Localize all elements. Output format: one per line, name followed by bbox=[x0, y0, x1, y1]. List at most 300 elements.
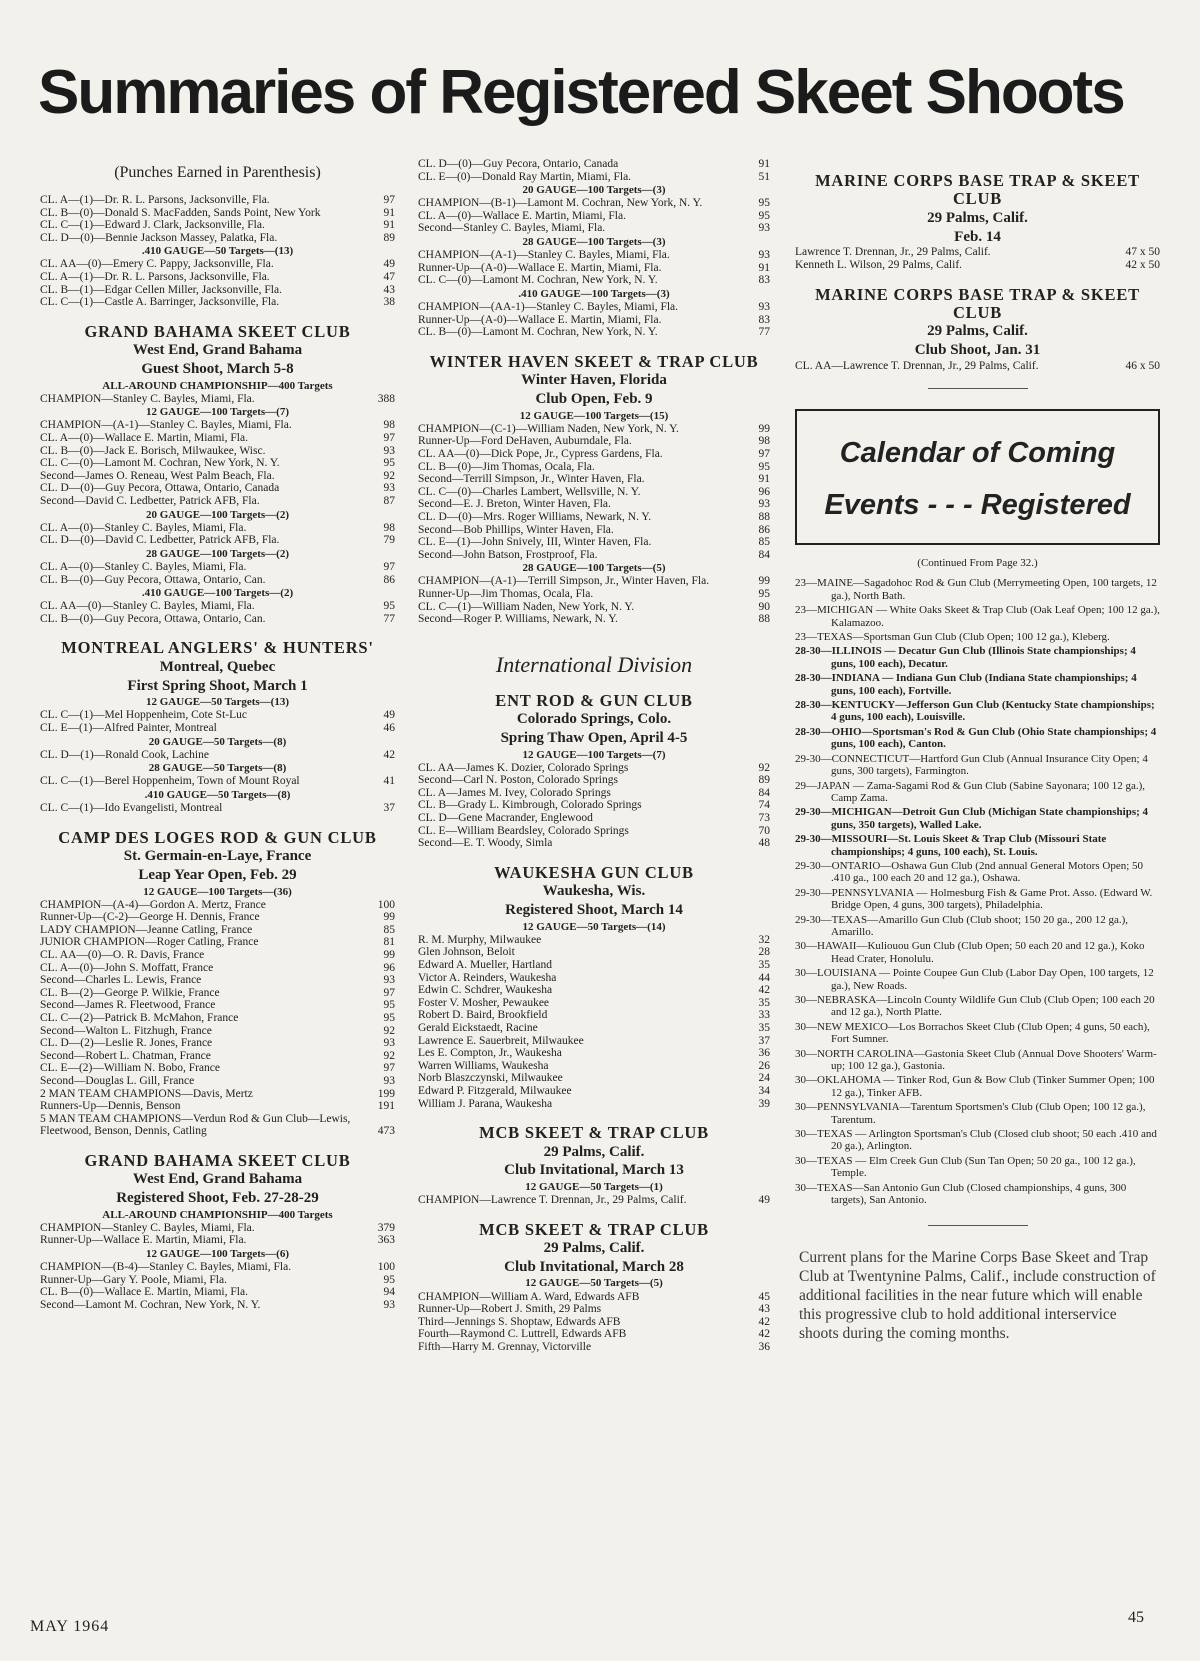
calendar-item: 29-30—CONNECTICUT—Hartford Gun Club (Annual Insurance City Open; 4 guns, 300 targets), Farmington. bbox=[795, 752, 1148, 778]
calendar-item: 30—TEXAS — Elm Creek Gun Club (Sun Tan Open; 50 20 ga., 100 12 ga.), Temple. bbox=[795, 1154, 1136, 1180]
result-row bbox=[418, 787, 770, 800]
score: 191 bbox=[377, 1100, 395, 1113]
calendar-item: 30—TEXAS — Arlington Sportsman's Club (Closed club shoot; 50 each .410 and 20 ga.), Arlington. bbox=[795, 1128, 1157, 1153]
score: 44 bbox=[758, 971, 770, 984]
score: 95 bbox=[758, 587, 770, 600]
section bbox=[418, 692, 770, 850]
calendar-title-line-2: Events - - - Registered bbox=[824, 489, 1131, 522]
result-row bbox=[418, 972, 770, 985]
shooter-name: CHAMPION—(A-4)—Gordon A. Mertz, France bbox=[40, 898, 266, 911]
result-row bbox=[40, 899, 395, 912]
score: 98 bbox=[758, 435, 770, 448]
result-row bbox=[418, 423, 770, 436]
score: 42 bbox=[758, 1315, 770, 1328]
result-row bbox=[418, 588, 770, 601]
gauge-heading: ALL-AROUND CHAMPIONSHIP—400 Targets bbox=[102, 379, 333, 392]
result-row bbox=[40, 1100, 395, 1113]
result-row bbox=[418, 984, 770, 997]
score: 35 bbox=[758, 1021, 770, 1034]
gauge-heading: 12 GAUGE—50 Targets—(5) bbox=[525, 1277, 663, 1290]
calendar-item: 28-30—INDIANA — Indiana Gun Club (Indiana State championships; 4 guns, 100 each), Fortville. bbox=[795, 672, 1137, 697]
gauge-heading: 28 GAUGE—100 Targets—(3) bbox=[522, 236, 666, 249]
gauge-heading: .410 GAUGE—100 Targets—(3) bbox=[518, 287, 670, 300]
result-row bbox=[40, 911, 395, 924]
shooter-name: CL. A—James M. Ivey, Colorado Springs bbox=[418, 786, 611, 799]
score: 37 bbox=[383, 802, 395, 815]
shooter-name: CL. C—(0)—Lamont M. Cochran, New York, N. Y. bbox=[418, 274, 658, 287]
result-row bbox=[418, 158, 770, 171]
shooter-name: Norb Blaszczynski, Milwaukee bbox=[418, 1072, 563, 1085]
score: 96 bbox=[383, 961, 395, 974]
shooter-name: CL. AA—(0)—Stanley C. Bayles, Miami, Fla. bbox=[40, 600, 255, 613]
result-row bbox=[418, 946, 770, 959]
score: 93 bbox=[383, 444, 395, 457]
result-row bbox=[40, 194, 395, 207]
score: 99 bbox=[383, 911, 395, 924]
score: 91 bbox=[758, 158, 770, 170]
calendar-item: 28-30—KENTUCKY—Jefferson Gun Club (Kentucky State championships; 4 guns, 100 each), Louisville. bbox=[795, 699, 1155, 724]
score: 95 bbox=[383, 1011, 395, 1024]
score: 28 bbox=[758, 946, 770, 959]
result-row bbox=[40, 1037, 395, 1050]
score: 95 bbox=[758, 209, 770, 222]
shooter-name: Runner-Up—(C-2)—George H. Dennis, France bbox=[40, 911, 260, 924]
score: 86 bbox=[383, 573, 395, 586]
score: 98 bbox=[383, 521, 395, 534]
event-subheading: Winter Haven, Florida bbox=[521, 372, 667, 389]
shooter-name: CL. C—(1)—Berel Hoppenheim, Town of Mount Royal bbox=[40, 775, 300, 788]
calendar-item: 30—OKLAHOMA — Tinker Rod, Gun & Bow Club (Tinker Summer Open; 100 12 ga.), Tinker AFB. bbox=[795, 1074, 1155, 1099]
score: 98 bbox=[383, 419, 395, 432]
event-subheading: Club Invitational, March 13 bbox=[504, 1162, 684, 1179]
shooter-name: Victor A. Reinders, Waukesha bbox=[418, 971, 557, 984]
score: 91 bbox=[383, 206, 395, 219]
score: 100 bbox=[377, 898, 395, 911]
score: 92 bbox=[383, 1024, 395, 1037]
shooter-name: CHAMPION—Stanley C. Bayles, Miami, Fla. bbox=[40, 1221, 255, 1234]
shooter-name: CHAMPION—(C-1)—William Naden, New York, N. Y. bbox=[418, 422, 679, 435]
score: 42 bbox=[758, 1328, 770, 1341]
score: 35 bbox=[758, 958, 770, 971]
result-row bbox=[40, 232, 395, 245]
result-row bbox=[40, 1050, 395, 1063]
score: 93 bbox=[758, 498, 770, 511]
result-row bbox=[418, 498, 770, 511]
result-row bbox=[40, 482, 395, 495]
result-row bbox=[40, 1286, 395, 1299]
score: 473 bbox=[377, 1125, 395, 1138]
calendar-item: 29-30—ONTARIO—Oshawa Gun Club (2nd annual General Motors Open; 50 .410 ga., 100 each 20 and 12 ga.), Oshawa. bbox=[795, 859, 1144, 885]
result-row bbox=[40, 1261, 395, 1274]
score: 92 bbox=[758, 761, 770, 774]
shooter-name: CL. B—(0)—Jim Thomas, Ocala, Fla. bbox=[418, 460, 595, 473]
event-subheading: Registered Shoot, March 14 bbox=[505, 902, 683, 918]
result-row bbox=[418, 1022, 770, 1035]
shooter-name: Second—Carl N. Poston, Colorado Springs bbox=[418, 774, 618, 787]
result-row bbox=[40, 470, 395, 483]
shooter-name: CL. A—(0)—Stanley C. Bayles, Miami, Fla. bbox=[40, 521, 247, 534]
score: 46 bbox=[383, 722, 395, 734]
subtitle: (Punches Earned in Parenthesis) bbox=[114, 164, 321, 181]
score: 88 bbox=[758, 613, 770, 626]
score: 91 bbox=[758, 261, 770, 274]
result-row bbox=[40, 924, 395, 937]
result-row bbox=[418, 774, 770, 787]
section bbox=[418, 1221, 770, 1354]
shooter-name: CL. E—(1)—Alfred Painter, Montreal bbox=[40, 722, 217, 734]
entry-list bbox=[40, 380, 395, 626]
column-1 bbox=[40, 158, 395, 1311]
gauge-heading: 12 GAUGE—50 Targets—(14) bbox=[522, 920, 666, 933]
shooter-name: CHAMPION—William A. Ward, Edwards AFB bbox=[418, 1290, 640, 1303]
result-row bbox=[40, 495, 395, 508]
result-row bbox=[418, 934, 770, 947]
result-row bbox=[40, 613, 395, 626]
calendar-item: 29—JAPAN — Zama-Sagami Rod & Gun Club (Sabine Sayonara; 100 12 ga.), Camp Zama. bbox=[795, 779, 1146, 804]
entry-list bbox=[40, 696, 395, 814]
result-row bbox=[40, 709, 395, 722]
shooter-name: CL. D—(0)—Guy Pecora, Ottawa, Ontario, Canada bbox=[40, 482, 280, 495]
score: 42 x 50 bbox=[1125, 258, 1160, 271]
result-row bbox=[418, 249, 770, 262]
entry-list bbox=[418, 921, 770, 1110]
calendar-item: 29-30—TEXAS—Amarillo Gun Club (Club shoot; 150 20 ga., 200 12 ga.), Amarillo. bbox=[795, 913, 1129, 938]
shooter-name: CL. B—Grady L. Kimbrough, Colorado Springs bbox=[418, 799, 642, 812]
shooter-name: CL. B—(0)—Lamont M. Cochran, New York, N. Y. bbox=[418, 326, 658, 339]
result-row bbox=[40, 207, 395, 220]
score: 91 bbox=[383, 219, 395, 232]
entry-list bbox=[40, 194, 395, 309]
calendar-item: 23—MICHIGAN — White Oaks Skeet & Trap Club (Oak Leaf Open; 100 12 ga.), Kalamazoo. bbox=[795, 604, 1160, 629]
shooter-name: Kenneth L. Wilson, 29 Palms, Calif. bbox=[795, 258, 963, 271]
gauge-heading: 12 GAUGE—50 Targets—(13) bbox=[146, 696, 289, 709]
shooter-name: Runner-Up—(A-0)—Wallace E. Martin, Miami, Fla. bbox=[418, 261, 662, 274]
gauge-heading: .410 GAUGE—100 Targets—(2) bbox=[141, 587, 294, 600]
shooter-name: CL. B—(1)—Edgar Cellen Miller, Jacksonville, Fla. bbox=[40, 283, 282, 296]
event-subheading: First Spring Shoot, March 1 bbox=[127, 677, 308, 694]
shooter-name: Second—E. J. Breton, Winter Haven, Fla. bbox=[418, 498, 611, 511]
club-heading: GRAND BAHAMA SKEET CLUB bbox=[84, 1150, 351, 1170]
shooter-name: CL. A—(0)—John S. Moffatt, France bbox=[40, 961, 214, 974]
result-row bbox=[795, 360, 1160, 373]
shooter-name: Runner-Up—Jim Thomas, Ocala, Fla. bbox=[418, 587, 594, 600]
calendar-item: 30—TEXAS—San Antonio Gun Club (Closed championships, 4 guns, 300 targets), San Antonio. bbox=[795, 1181, 1127, 1207]
score: 32 bbox=[758, 933, 770, 946]
calendar-item: 23—TEXAS—Sportsman Gun Club (Club Open; 100 12 ga.), Kleberg. bbox=[795, 631, 1110, 644]
shooter-name: Second—Bob Phillips, Winter Haven, Fla. bbox=[418, 523, 614, 536]
shooter-name: Second—Lamont M. Cochran, New York, N. Y. bbox=[40, 1298, 261, 1311]
score: 35 bbox=[758, 996, 770, 1009]
score: 99 bbox=[383, 948, 395, 961]
club-heading: WINTER HAVEN SKEET & TRAP CLUB bbox=[429, 351, 759, 371]
shooter-name: Gerald Eickstaedt, Racine bbox=[418, 1021, 538, 1034]
event-subheading: 29 Palms, Calif. bbox=[543, 1143, 645, 1160]
score: 388 bbox=[377, 392, 395, 405]
score: 96 bbox=[758, 485, 770, 498]
calendar-title-line-1: Calendar of Coming bbox=[839, 437, 1116, 470]
entry-list bbox=[418, 158, 770, 339]
result-row bbox=[40, 722, 395, 735]
result-row bbox=[418, 1035, 770, 1048]
score: 84 bbox=[758, 786, 770, 799]
club-heading: MONTREAL ANGLERS' & HUNTERS' bbox=[61, 638, 374, 658]
result-row bbox=[418, 1194, 770, 1207]
section bbox=[795, 286, 1160, 373]
score: 46 x 50 bbox=[1125, 359, 1160, 372]
shooter-name: LADY CHAMPION—Jeanne Catling, France bbox=[40, 923, 253, 936]
shooter-name: CL. E—(0)—Donald Ray Martin, Miami, Fla. bbox=[418, 170, 632, 183]
club-heading: MCB SKEET & TRAP CLUB bbox=[479, 1219, 709, 1239]
result-row bbox=[418, 575, 770, 588]
score: 199 bbox=[377, 1087, 395, 1100]
result-row bbox=[418, 1291, 770, 1304]
result-row bbox=[40, 219, 395, 232]
event-subheading: 29 Palms, Calif. bbox=[927, 323, 1028, 340]
shooter-name: 2 MAN TEAM CHAMPIONS—Davis, Mertz bbox=[40, 1087, 253, 1100]
shooter-name: CL. C—(1)—William Naden, New York, N. Y. bbox=[418, 600, 635, 613]
result-row bbox=[40, 1062, 395, 1075]
shooter-name: Second—David C. Ledbetter, Patrick AFB, Fla. bbox=[40, 495, 260, 508]
score: 87 bbox=[383, 495, 395, 508]
result-row bbox=[418, 613, 770, 626]
shooter-name: Runner-Up—(A-0)—Wallace E. Martin, Miami, Fla. bbox=[418, 313, 662, 326]
score: 74 bbox=[758, 799, 770, 812]
score: 85 bbox=[758, 536, 770, 549]
shooter-name: Edward P. Fitzgerald, Milwaukee bbox=[418, 1084, 572, 1097]
score: 48 bbox=[758, 837, 770, 850]
section bbox=[418, 864, 770, 1110]
event-subheading: Montreal, Quebec bbox=[159, 658, 276, 675]
entry-list bbox=[418, 410, 770, 626]
entry-list bbox=[40, 1209, 395, 1312]
shooter-name: CL. D—(0)—Mrs. Roger Williams, Newark, N. Y. bbox=[418, 510, 652, 523]
shooter-name: CL. D—(0)—Guy Pecora, Ontario, Canada bbox=[418, 158, 619, 170]
calendar-item: 28-30—ILLINOIS — Decatur Gun Club (Illinois State championships; 4 guns, 100 each), Decatur. bbox=[795, 645, 1136, 670]
result-row bbox=[418, 210, 770, 223]
result-row bbox=[40, 1012, 395, 1025]
shooter-name: Lawrence E. Sauerbreit, Milwaukee bbox=[418, 1034, 584, 1047]
gauge-heading: 12 GAUGE—100 Targets—(7) bbox=[522, 748, 666, 761]
shooter-name: CL. A—(1)—Dr. R. L. Parsons, Jacksonville, Fla. bbox=[40, 194, 270, 206]
result-row bbox=[40, 1088, 395, 1101]
score: 83 bbox=[758, 274, 770, 287]
shooter-name: CL. D—(1)—Ronald Cook, Lachine bbox=[40, 748, 209, 761]
shooter-name: Edwin C. Schdrer, Waukesha bbox=[418, 984, 553, 997]
shooter-name: Runner-Up—Wallace E. Martin, Miami, Fla. bbox=[40, 1234, 247, 1247]
shooter-name: Second—Stanley C. Bayles, Miami, Fla. bbox=[418, 222, 606, 235]
section bbox=[40, 639, 395, 814]
shooter-name: CL. A—(0)—Wallace E. Martin, Miami, Fla. bbox=[40, 432, 248, 445]
result-row bbox=[40, 574, 395, 587]
shooter-name: Fifth—Harry M. Grennay, Victorville bbox=[418, 1340, 592, 1353]
score: 77 bbox=[383, 612, 395, 625]
calendar-item: 30—PENNSYLVANIA—Tarentum Sportsmen's Club (Club Open; 100 12 ga.), Tarentum. bbox=[795, 1101, 1146, 1126]
shooter-name: Second—Charles L. Lewis, France bbox=[40, 974, 202, 987]
result-row bbox=[418, 473, 770, 486]
score: 79 bbox=[383, 534, 395, 547]
score: 95 bbox=[383, 999, 395, 1012]
closing-note: Current plans for the Marine Corps Base Skeet and Trap Club at Twentynine Palms, Calif., include construction of additional facilities in the near future which will enable this progressive club to hold additional interservice shoots during the coming months. bbox=[799, 1248, 1156, 1342]
score: 24 bbox=[758, 1072, 770, 1085]
result-row bbox=[418, 1098, 770, 1111]
gauge-heading: 28 GAUGE—100 Targets—(2) bbox=[146, 547, 289, 560]
score: 88 bbox=[758, 510, 770, 523]
calendar-item: 29-30—MISSOURI—St. Louis Skeet & Trap Club (Missouri State championships; 4 guns, 100 each), St. Louis. bbox=[795, 833, 1107, 858]
event-subheading: Guest Shoot, March 5-8 bbox=[141, 361, 294, 377]
shooter-name: CL. A—(0)—Wallace E. Martin, Miami, Fla. bbox=[418, 209, 626, 222]
score: 49 bbox=[383, 258, 395, 271]
shooter-name: Second—Douglas L. Gill, France bbox=[40, 1074, 195, 1087]
entry-list bbox=[418, 749, 770, 850]
shooter-name: Glen Johnson, Beloit bbox=[418, 946, 515, 959]
result-row bbox=[418, 222, 770, 235]
calendar-item: 23—MAINE—Sagadohoc Rod & Gun Club (Merrymeeting Open, 100 targets, 12 ga.), North Bath. bbox=[795, 577, 1157, 602]
result-row bbox=[40, 600, 395, 613]
result-row bbox=[40, 974, 395, 987]
shooter-name: Second—Robert L. Chatman, France bbox=[40, 1049, 211, 1062]
result-row bbox=[40, 1234, 395, 1247]
gauge-heading: .410 GAUGE—50 Targets—(13) bbox=[141, 245, 294, 258]
gauge-heading: 12 GAUGE—100 Targets—(36) bbox=[143, 885, 292, 898]
score: 89 bbox=[758, 774, 770, 787]
result-row bbox=[40, 522, 395, 535]
score: 45 bbox=[758, 1290, 770, 1303]
shooter-name: Les E. Compton, Jr., Waukesha bbox=[418, 1047, 562, 1060]
entry-list bbox=[40, 886, 395, 1138]
shooter-name: Second—John Batson, Frostproof, Fla. bbox=[418, 548, 598, 561]
result-row bbox=[795, 259, 1160, 272]
section bbox=[418, 353, 770, 626]
calendar-item: 30—NEW MEXICO—Los Borrachos Skeet Club (Club Open; 4 guns, 50 each), Fort Sumner. bbox=[795, 1020, 1150, 1046]
result-row bbox=[418, 274, 770, 287]
shooter-name: CL. B—(0)—Guy Pecora, Ottawa, Ontario, Can. bbox=[40, 573, 266, 586]
event-subheading: 29 Palms, Calif. bbox=[543, 1240, 645, 1257]
score: 42 bbox=[383, 748, 395, 761]
gauge-heading: 28 GAUGE—100 Targets—(5) bbox=[522, 562, 666, 575]
result-row bbox=[40, 962, 395, 975]
club-heading: GRAND BAHAMA SKEET CLUB bbox=[84, 321, 351, 341]
score: 83 bbox=[758, 313, 770, 326]
gauge-heading: .410 GAUGE—50 Targets—(8) bbox=[144, 788, 291, 801]
score: 97 bbox=[383, 561, 395, 573]
event-subheading: West End, Grand Bahama bbox=[132, 342, 303, 359]
result-row bbox=[418, 825, 770, 838]
event-subheading: Club Invitational, March 28 bbox=[504, 1258, 684, 1275]
result-row bbox=[418, 1047, 770, 1060]
gauge-heading: 12 GAUGE—100 Targets—(6) bbox=[146, 1248, 289, 1260]
result-row bbox=[40, 393, 395, 406]
result-row bbox=[40, 1222, 395, 1235]
section bbox=[40, 1152, 395, 1312]
result-row bbox=[418, 1072, 770, 1085]
score: 93 bbox=[383, 974, 395, 987]
score: 70 bbox=[758, 824, 770, 837]
result-row bbox=[40, 432, 395, 445]
shooter-name: Runner-Up—Ford DeHaven, Auburndale, Fla. bbox=[418, 435, 632, 448]
score: 93 bbox=[383, 482, 395, 495]
shooter-name: Robert D. Baird, Brookfield bbox=[418, 1009, 548, 1022]
score: 100 bbox=[377, 1261, 395, 1274]
shooter-name: CL. AA—Lawrence T. Drennan, Jr., 29 Palms, Calif. bbox=[795, 359, 1039, 372]
page-title: Summaries of Registered Skeet Shoots bbox=[38, 58, 1124, 127]
result-row bbox=[418, 1009, 770, 1022]
score: 73 bbox=[758, 812, 770, 825]
score: 47 bbox=[383, 271, 395, 284]
score: 49 bbox=[383, 709, 395, 722]
shooter-name: R. M. Murphy, Milwaukee bbox=[418, 933, 542, 946]
score: 43 bbox=[383, 283, 395, 296]
result-row bbox=[40, 749, 395, 762]
club-heading: ENT ROD & GUN CLUB bbox=[495, 690, 693, 710]
calendar-item: 30—NORTH CAROLINA—Gastonia Skeet Club (Annual Dove Shooters' Warm-up; 100 12 ga.), Gastonia. bbox=[795, 1047, 1157, 1073]
result-row bbox=[418, 837, 770, 850]
score: 92 bbox=[383, 469, 395, 482]
result-row bbox=[40, 1299, 395, 1312]
result-row bbox=[40, 802, 395, 815]
shooter-name: CHAMPION—(B-1)—Lamont M. Cochran, New York, N. Y. bbox=[418, 197, 703, 210]
score: 95 bbox=[383, 457, 395, 470]
score: 91 bbox=[758, 473, 770, 486]
shooter-name: Warren Williams, Waukesha bbox=[418, 1059, 549, 1072]
score: 89 bbox=[383, 231, 395, 244]
shooter-name: Second—Walton L. Fitzhugh, France bbox=[40, 1024, 212, 1037]
result-row bbox=[418, 448, 770, 461]
shooter-name: CL. E—William Beardsley, Colorado Springs bbox=[418, 824, 629, 837]
score: 99 bbox=[758, 575, 770, 588]
shooter-name: Runner-Up—Gary Y. Poole, Miami, Fla. bbox=[40, 1273, 227, 1286]
divider bbox=[928, 388, 1028, 389]
score: 97 bbox=[383, 1062, 395, 1075]
score: 81 bbox=[383, 936, 395, 949]
result-row bbox=[418, 435, 770, 448]
shooter-name: CL. B—(2)—George P. Wilkie, France bbox=[40, 986, 220, 999]
shooter-name: CL. C—(0)—Lamont M. Cochran, New York, N. Y. bbox=[40, 457, 280, 470]
calendar-list bbox=[795, 577, 1160, 1206]
score: 26 bbox=[758, 1059, 770, 1072]
result-row bbox=[40, 936, 395, 949]
result-row bbox=[418, 601, 770, 614]
score: 93 bbox=[758, 222, 770, 235]
shooter-name: Runner-Up—Robert J. Smith, 29 Palms bbox=[418, 1303, 602, 1316]
score: 92 bbox=[383, 1049, 395, 1062]
score: 36 bbox=[758, 1340, 770, 1353]
result-row bbox=[418, 1341, 770, 1354]
club-heading: CAMP DES LOGES ROD & GUN CLUB bbox=[58, 827, 377, 847]
shooter-name: CL. C—(1)—Castle A. Barringer, Jacksonville, Fla. bbox=[40, 296, 280, 309]
shooter-name: CL. C—(1)—Edward J. Clark, Jacksonville, Fla. bbox=[40, 219, 265, 232]
event-subheading: Registered Shoot, Feb. 27-28-29 bbox=[116, 1190, 319, 1207]
calendar-item: 29-30—MICHIGAN—Detroit Gun Club (Michigan State championships; 4 guns, 350 targets), Walled Lake. bbox=[795, 806, 1149, 831]
shooter-name: CL. C—(1)—Ido Evangelisti, Montreal bbox=[40, 802, 223, 815]
calendar-item: 30—HAWAII—Kuliouou Gun Club (Club Open; 50 each 20 and 12 ga.), Koko Head Crater, Honolulu. bbox=[795, 940, 1145, 965]
event-subheading: St. Germain-en-Laye, France bbox=[123, 848, 312, 865]
result-row bbox=[40, 1025, 395, 1038]
score: 93 bbox=[758, 301, 770, 314]
international-division-heading: International Division bbox=[495, 651, 693, 677]
calendar-item: 29-30—PENNSYLVANIA — Holmesburg Fish & Game Prot. Asso. (Edward W. Bridge Open, 4 guns, 300 targets), Philadelphia. bbox=[795, 886, 1153, 912]
shooter-name: CL. C—(2)—Patrick B. McMahon, France bbox=[40, 1011, 239, 1024]
result-row bbox=[418, 171, 770, 184]
result-row bbox=[418, 301, 770, 314]
shooter-name: Second—James O. Reneau, West Palm Beach, Fla. bbox=[40, 469, 275, 482]
shooter-name: CL. AA—(0)—O. R. Davis, France bbox=[40, 948, 205, 961]
page-number: 45 bbox=[1128, 1609, 1144, 1626]
result-row bbox=[418, 549, 770, 562]
score: 37 bbox=[758, 1034, 770, 1047]
score: 95 bbox=[383, 600, 395, 613]
shooter-name: Second—Terrill Simpson, Jr., Winter Haven, Fla. bbox=[418, 473, 645, 486]
result-row bbox=[418, 262, 770, 275]
